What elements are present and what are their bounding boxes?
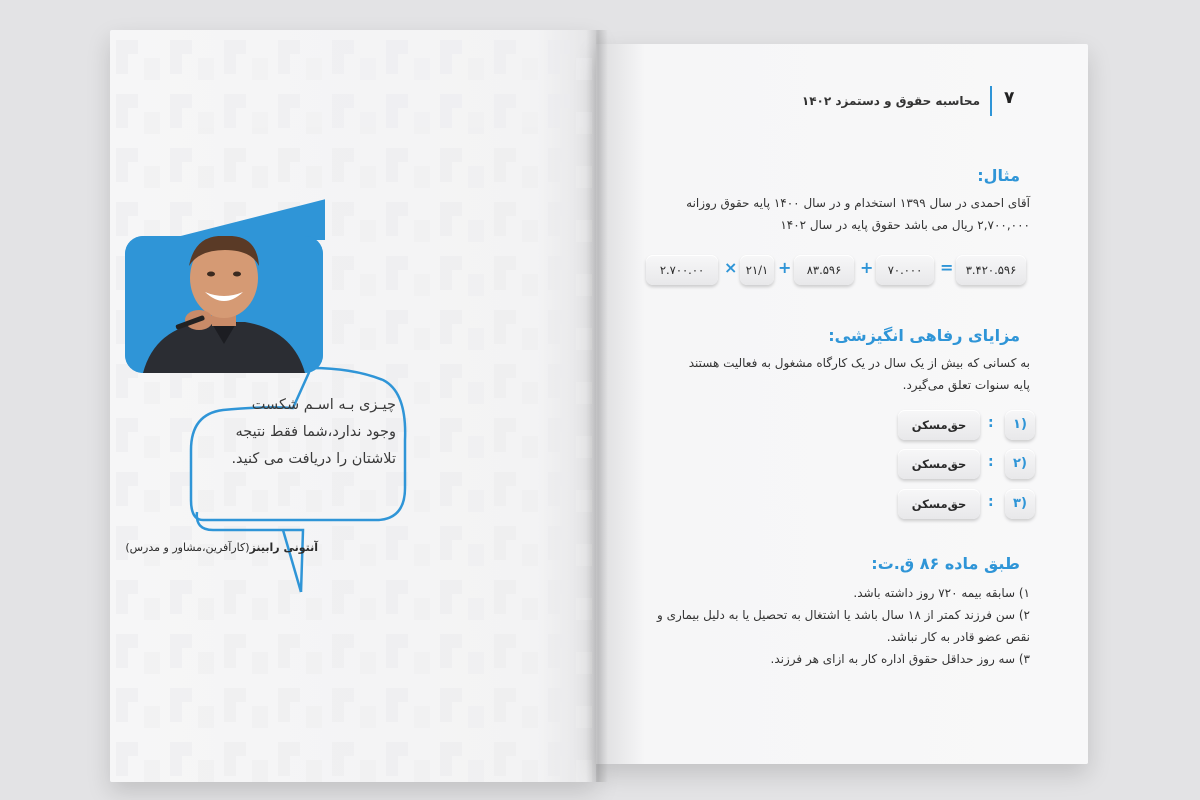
item-label: حق‌مسکن [898, 489, 980, 519]
author-name: آنتونی رابینز [249, 541, 318, 554]
example-line: ۲,۷۰۰,۰۰۰ ریال می باشد حقوق پایه در سال ۱۴۰۲ [780, 218, 1030, 232]
plus-sign: + [778, 258, 792, 277]
quote-line: وجود ندارد،شما فقط نتیجه [235, 424, 396, 440]
page-number: ۷ [1004, 88, 1015, 108]
item-number: ۲) [1005, 449, 1035, 479]
formula-term: ۲.۷۰۰.۰۰ [646, 255, 718, 285]
item-colon: : [988, 415, 994, 431]
quote-text [196, 392, 396, 473]
item-label: حق‌مسکن [898, 410, 980, 440]
formula-term: ۷۰.۰۰۰ [876, 255, 934, 285]
formula-term: ۸۳.۵۹۶ [794, 255, 854, 285]
article-line: ۱) سابقه بیمه ۷۲۰ روز داشته باشد. [853, 586, 1030, 600]
running-title: محاسبه حقوق و دستمزد ۱۴۰۲ [801, 94, 980, 108]
quote-author [100, 541, 318, 554]
header-divider [990, 86, 992, 116]
example-paragraph [640, 192, 1030, 236]
example-line: آقای احمدی در سال ۱۳۹۹ استخدام و در سال ۱۴۰۰ پایه حقوق روزانه [686, 196, 1030, 210]
equals-sign: = [940, 258, 954, 277]
article-heading: طبق ماده ۸۶ ق.ت: [871, 554, 1020, 573]
example-heading: مثال: [977, 166, 1020, 185]
article-list [630, 582, 1030, 670]
quote-bubble [183, 340, 413, 610]
article-line: نقص عضو قادر به کار نباشد. [886, 630, 1030, 644]
plus-sign: + [860, 258, 874, 277]
item-colon: : [988, 454, 994, 470]
book-spine-shadow [586, 30, 608, 782]
article-line: ۲) سن فرزند کمتر از ۱۸ سال باشد یا اشتغال به تحصیل یا به دلیل بیماری و [656, 608, 1030, 622]
quote-line: چیـزی بـه اسـم شکست [251, 397, 396, 413]
benefits-line: پایه سنوات تعلق می‌گیرد. [902, 378, 1030, 392]
benefits-paragraph [640, 352, 1030, 396]
item-colon: : [988, 494, 994, 510]
benefits-line: به کسانی که بیش از یک سال در یک کارگاه مشغول به فعالیت هستند [688, 356, 1030, 370]
author-role: (کارآفرین،مشاور و مدرس) [125, 541, 250, 554]
benefits-heading: مزایای رفاهی انگیزشی: [828, 326, 1020, 345]
formula-result: ۳.۴۲۰.۵۹۶ [956, 255, 1026, 285]
formula-term: ۲۱/۱ [740, 255, 774, 285]
item-number: ۳) [1005, 489, 1035, 519]
quote-line: تلاشتان را دریافت می کنید. [231, 451, 396, 467]
article-line: ۳) سه روز حداقل حقوق اداره کار به ازای هر فرزند. [770, 652, 1030, 666]
times-sign: × [724, 258, 738, 277]
item-label: حق‌مسکن [898, 449, 980, 479]
item-number: ۱) [1005, 410, 1035, 440]
